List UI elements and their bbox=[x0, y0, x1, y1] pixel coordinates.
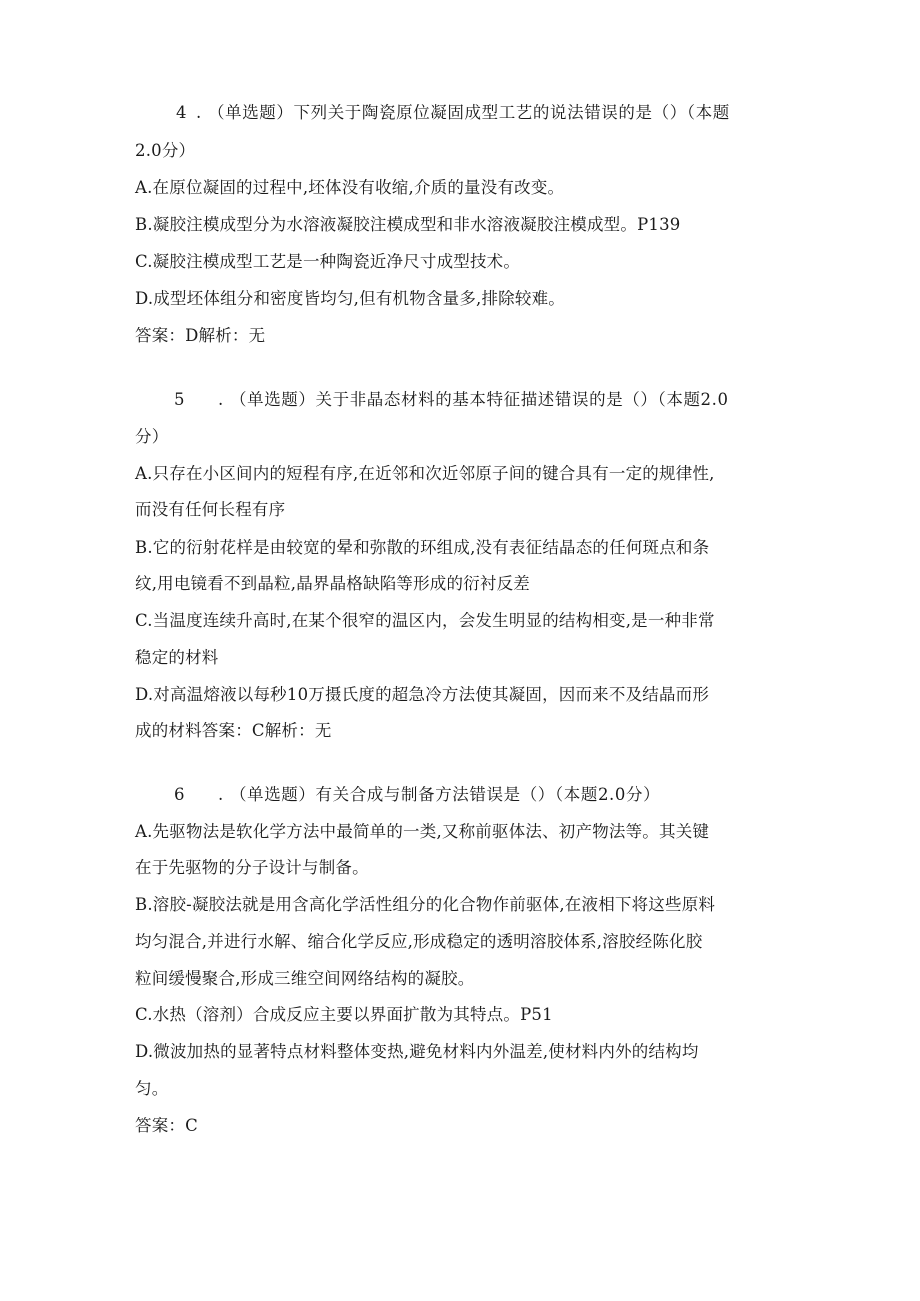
question-5-option-d-line2-answer: 成的材料答案：C解析：无 bbox=[135, 721, 332, 740]
question-4-stem-line2: 2.0分） bbox=[135, 141, 196, 160]
question-5-option-a-line2: 而没有任何长程有序 bbox=[135, 500, 286, 519]
question-5-option-c-line1: C.当温度连续升高时,在某个很窄的温区内，会发生明显的结构相变,是一种非常 bbox=[135, 611, 715, 630]
question-5-option-b-line2: 纹,用电镜看不到晶粒,晶界晶格缺陷等形成的衍衬反差 bbox=[135, 574, 530, 593]
question-4-number: 4 bbox=[176, 103, 187, 122]
question-6-option-b-line2: 均匀混合,并进行水解、缩合化学反应,形成稳定的透明溶胶体系,溶胶经陈化胶 bbox=[135, 932, 703, 951]
question-4-dot: . bbox=[196, 103, 202, 122]
question-4-option-a: A.在原位凝固的过程中,坯体没有收缩,介质的量没有改变。 bbox=[135, 178, 565, 197]
question-5-number: 5 bbox=[174, 390, 185, 409]
question-6-option-b-line3: 粒间缓慢聚合,形成三维空间网络结构的凝胶。 bbox=[135, 969, 475, 988]
question-5-option-a-line1: A.只存在小区间内的短程有序,在近邻和次近邻原子间的键合具有一定的规律性, bbox=[135, 464, 715, 483]
question-4-option-d: D.成型坯体组分和密度皆均匀,但有机物含量多,排除较难。 bbox=[135, 289, 565, 308]
question-5-option-d-line1: D.对高温熔液以每秒10万摄氏度的超急冷方法使其凝固，因而来不及结晶而形 bbox=[135, 685, 710, 704]
question-4-option-b: B.凝胶注模成型分为水溶液凝胶注模成型和非水溶液凝胶注模成型。P139 bbox=[135, 215, 681, 234]
question-6-option-a-line2: 在于先驱物的分子设计与制备。 bbox=[135, 858, 369, 877]
question-6-option-d-line1: D.微波加热的显著特点材料整体变热,避免材料内外温差,使材料内外的结构均 bbox=[135, 1042, 699, 1061]
question-6-stem-line1: （单选题）有关合成与制备方法错误是（）（本题2.0分） bbox=[230, 785, 661, 804]
question-5-option-b-line1: B.它的衍射花样是由较宽的晕和弥散的环组成,没有表征结晶态的任何斑点和条 bbox=[135, 538, 710, 557]
question-5-stem-line2: 分） bbox=[135, 427, 169, 446]
question-5-option-c-line2: 稳定的材料 bbox=[135, 648, 219, 667]
question-6-number: 6 bbox=[174, 785, 185, 804]
question-6-option-b-line1: B.溶胶-凝胶法就是用含高化学活性组分的化合物作前驱体,在液相下将这些原料 bbox=[135, 895, 716, 914]
question-6-option-c: C.水热（溶剂）合成反应主要以界面扩散为其特点。P51 bbox=[135, 1005, 553, 1024]
question-6-answer: 答案：C bbox=[135, 1116, 198, 1135]
question-5-dot: . bbox=[218, 390, 224, 409]
question-6-option-a-line1: A.先驱物法是软化学方法中最简单的一类,又称前驱体法、初产物法等。其关键 bbox=[135, 822, 710, 841]
question-4-option-c: C.凝胶注模成型工艺是一种陶瓷近净尺寸成型技术。 bbox=[135, 252, 521, 271]
question-5-stem-line1: （单选题）关于非晶态材料的基本特征描述错误的是（）（本题2.0 bbox=[230, 390, 729, 409]
question-6-option-d-line2: 匀。 bbox=[135, 1079, 169, 1098]
question-4-stem-line1: （单选题）下列关于陶瓷原位凝固成型工艺的说法错误的是（）（本题 bbox=[208, 103, 730, 122]
question-4-answer: 答案：D解析：无 bbox=[135, 326, 266, 345]
question-6-dot: . bbox=[218, 785, 224, 804]
